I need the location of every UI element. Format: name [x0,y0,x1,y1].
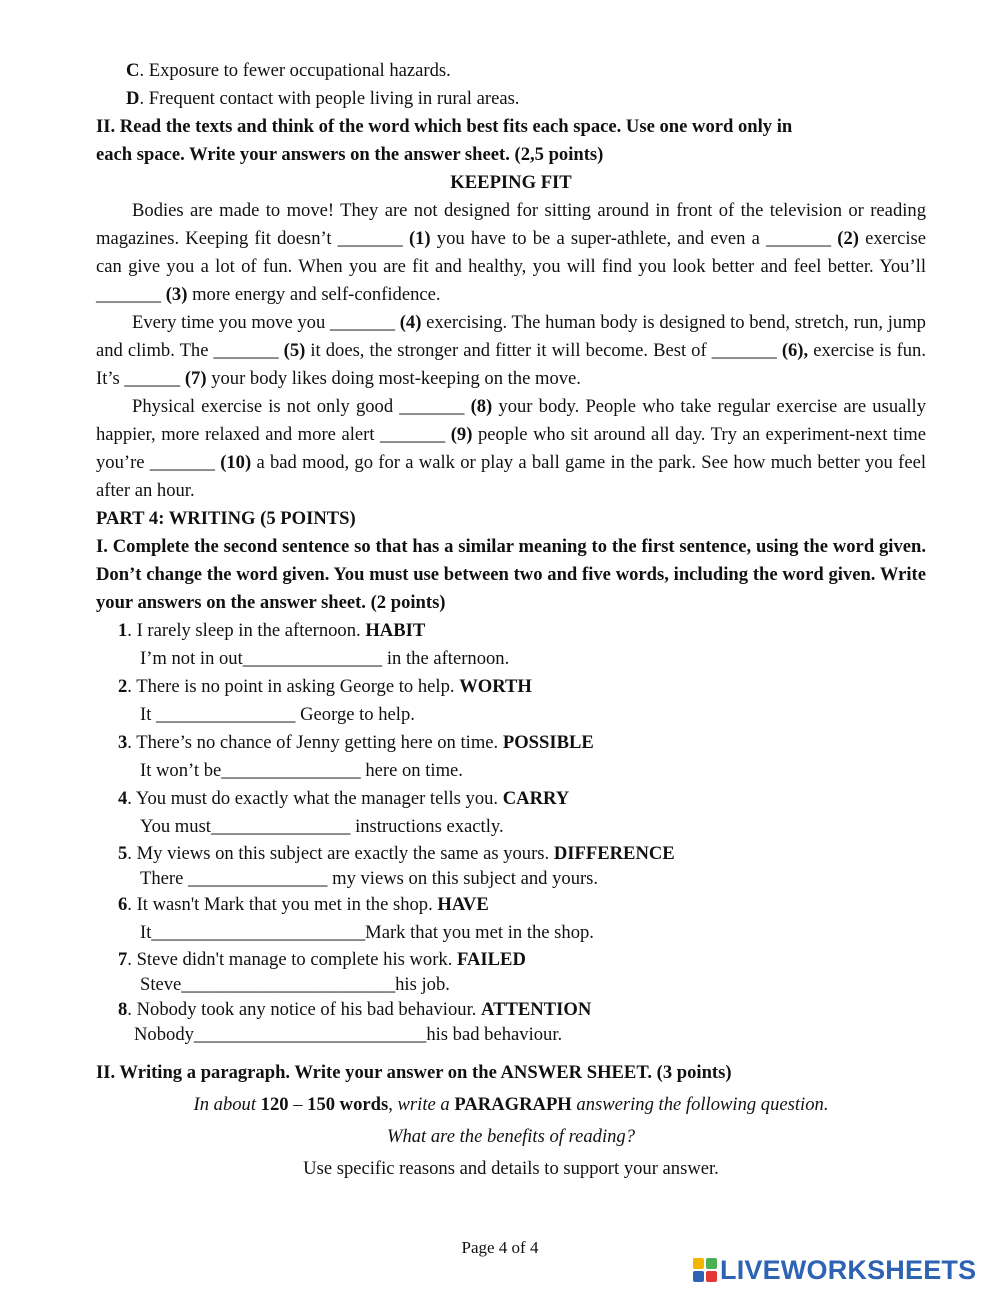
part4-heading: PART 4: WRITING (5 POINTS) [96,508,356,529]
liveworksheets-logo-icon [692,1257,718,1283]
answer-line: There _______________ my views on this subject and yours. [140,868,599,889]
transform-item-3: 3. There’s no chance of Jenny getting here on time. POSSIBLE It won’t be_______________ here on time. [96,729,926,785]
transform-item-7: 7. Steve didn't manage to complete his work. FAILED Steve_______________________his job. [96,947,926,997]
writing-heading: II. Writing a paragraph. Write your answer on the ANSWER SHEET. (3 points) [96,1062,732,1083]
option-c: C. Exposure to fewer occupational hazards. [126,60,451,81]
transform-item-6: 6. It wasn't Mark that you met in the shop. HAVE It_______________________Mark that you met in the shop. [96,891,926,947]
answer-line: Steve_______________________his job. [140,974,450,995]
passage-paragraph-3: Physical exercise is not only good _______ (8) your body. People who take regular exercise are usually happier, more relaxed and more alert _______ (9) people who sit around all day. Try an experiment-next time you’re _______ (10) a bad mood, go for a walk or play a ball game in the park. See how much better you feel after an hour. [96,396,927,501]
passage-title: KEEPING FIT [450,172,572,193]
writing-support: Use specific reasons and details to support your answer. [303,1158,719,1179]
section2-instruction: II. Read the texts and think of the word which best fits each space. Use one word only in each space. Write your answers on the answer sheet. (2,5 points) [96,116,793,165]
liveworksheets-logo[interactable] [692,1255,976,1285]
worksheet-page [96,57,926,1185]
part4-instruction: I. Complete the second sentence so that has a similar meaning to the first sentence, using the word given. Don’t change the word given. You must use between two and five words, including the word given. Write your answers on the answer sheet. (2 points) [96,536,926,613]
passage-paragraph-2: Every time you move you _______ (4) exercising. The human body is designed to bend, stretch, run, jump and climb. The _______ (5) it does, the stronger and fitter it will become. Best of _______ (6), exercise is fun. It’s ______ (7) your body likes doing most-keeping on the move. [96,312,926,389]
logo-text: LIVEWORKSHEETS [720,1255,977,1285]
transform-item-4: 4. You must do exactly what the manager tells you. CARRY You must_______________ instructions exactly. [96,785,926,841]
answer-line: It _______________ George to help. [140,704,415,725]
passage-paragraph-1: Bodies are made to move! They are not designed for sitting around in front of the television or reading magazines. Keeping fit doesn’t _______ (1) you have to be a super-athlete, and even a _______ (2) exercise can give you a lot of fun. When you are fit and healthy, you will find you look better and feel better. You’ll _______ (3) more energy and self-confidence. [96,200,927,305]
transform-item-1: 1. I rarely sleep in the afternoon. HABIT I’m not in out_______________ in the afternoon. [96,617,926,673]
answer-line: It won’t be_______________ here on time. [140,760,463,781]
answer-line: I’m not in out_______________ in the afternoon. [140,648,510,669]
page-number: Page 4 of 4 [461,1238,539,1257]
writing-instruction: In about 120 – 150 words, write a PARAGRAPH answering the following question. [193,1094,829,1115]
answer-line: Nobody_________________________his bad behaviour. [134,1024,563,1045]
transform-item-2: 2. There is no point in asking George to help. WORTH It _______________ George to help. [96,673,926,729]
writing-question: What are the benefits of reading? [386,1126,636,1147]
transform-item-8: 8. Nobody took any notice of his bad behaviour. ATTENTION Nobody_________________________his bad behaviour. [96,997,926,1047]
transform-item-5: 5. My views on this subject are exactly the same as yours. DIFFERENCE There _______________ my views on this subject and yours. [96,841,926,891]
answer-line: You must_______________ instructions exactly. [140,816,504,837]
option-d: D. Frequent contact with people living in rural areas. [126,88,520,109]
answer-line: It_______________________Mark that you met in the shop. [140,922,594,943]
